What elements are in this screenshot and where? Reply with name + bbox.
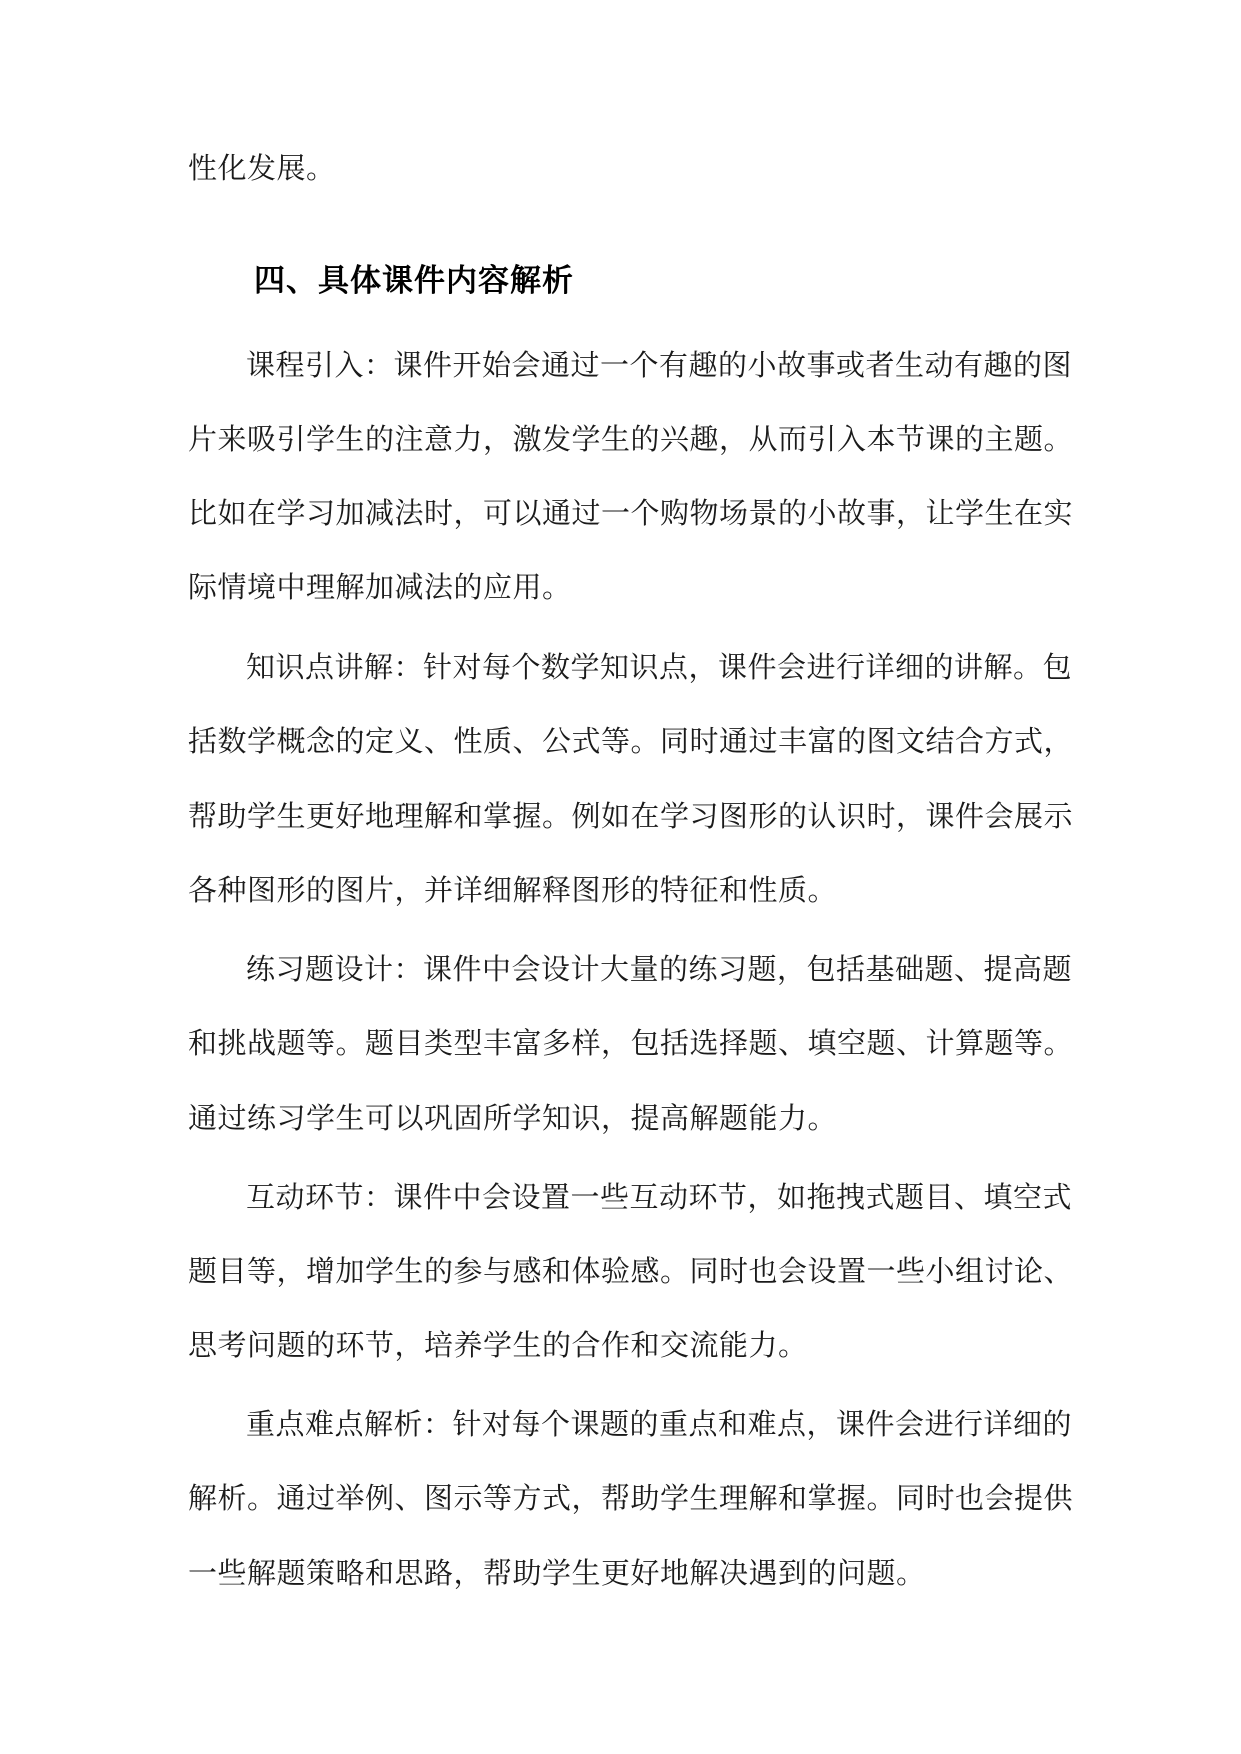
paragraph-line: 一些解题策略和思路，帮助学生更好地解决遇到的问题。 <box>188 1556 926 1590</box>
paragraph-line: 比如在学习加减法时，可以通过一个购物场景的小故事，让学生在实 <box>188 496 1074 530</box>
paragraph-line: 互动环节：课件中会设置一些互动环节，如拖拽式题目、填空式 <box>246 1180 1073 1214</box>
paragraph-line: 和挑战题等。题目类型丰富多样，包括选择题、填空题、计算题等。 <box>188 1026 1074 1060</box>
paragraph-line: 思考问题的环节，培养学生的合作和交流能力。 <box>188 1328 808 1362</box>
paragraph-line: 题目等，增加学生的参与感和体验感。同时也会设置一些小组讨论、 <box>188 1254 1074 1288</box>
section-heading: 四、具体课件内容解析 <box>254 263 574 299</box>
paragraph-line: 片来吸引学生的注意力，激发学生的兴趣，从而引入本节课的主题。 <box>188 422 1074 456</box>
continued-text-line: 性化发展。 <box>188 151 336 185</box>
paragraph-line: 课程引入：课件开始会通过一个有趣的小故事或者生动有趣的图 <box>246 348 1073 382</box>
paragraph-line: 括数学概念的定义、性质、公式等。同时通过丰富的图文结合方式， <box>188 724 1074 758</box>
paragraph-line: 知识点讲解：针对每个数学知识点，课件会进行详细的讲解。包 <box>246 650 1073 684</box>
paragraph-line: 练习题设计：课件中会设计大量的练习题，包括基础题、提高题 <box>246 952 1073 986</box>
paragraph-line: 帮助学生更好地理解和掌握。例如在学习图形的认识时，课件会展示 <box>188 799 1074 833</box>
paragraph-line: 解析。通过举例、图示等方式，帮助学生理解和掌握。同时也会提供 <box>188 1481 1074 1515</box>
paragraph-line: 通过练习学生可以巩固所学知识，提高解题能力。 <box>188 1101 838 1135</box>
paragraph-line: 重点难点解析：针对每个课题的重点和难点，课件会进行详细的 <box>246 1407 1073 1441</box>
paragraph-line: 各种图形的图片，并详细解释图形的特征和性质。 <box>188 873 838 907</box>
paragraph-line: 际情境中理解加减法的应用。 <box>188 570 572 604</box>
